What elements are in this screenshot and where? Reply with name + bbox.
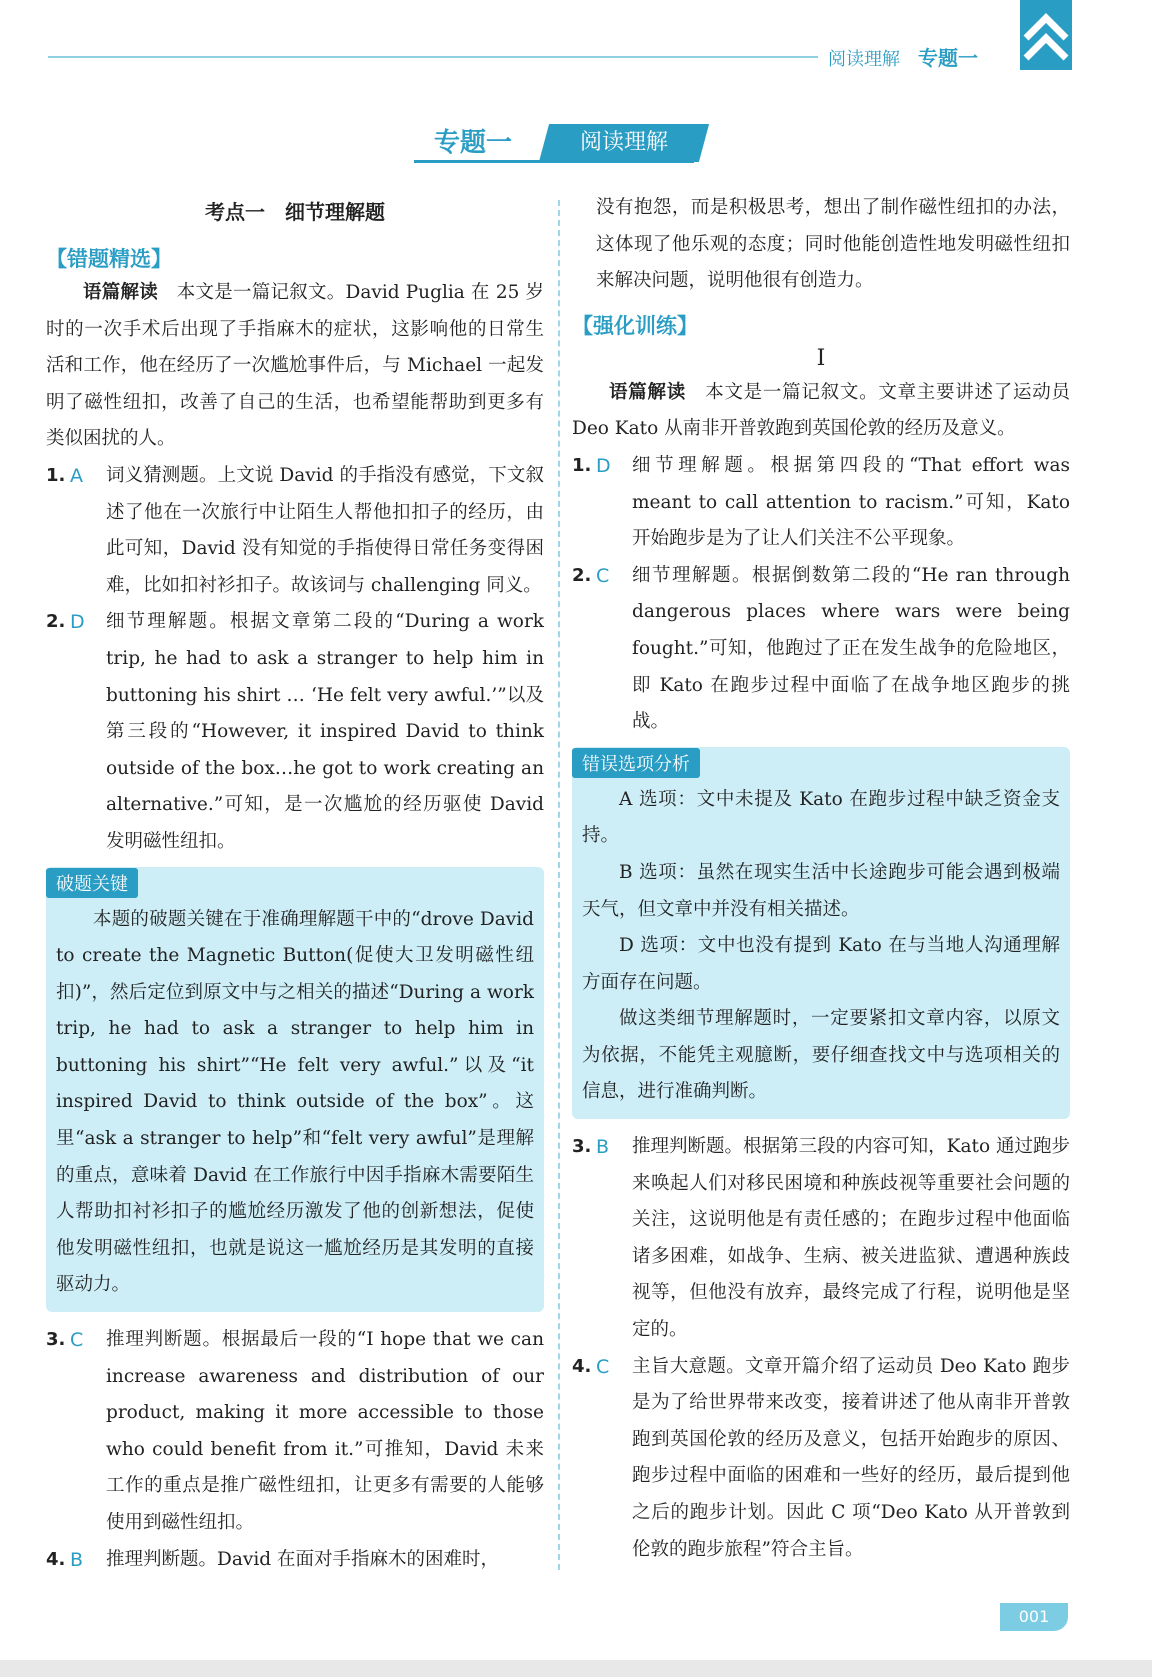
intro-label: 语篇解读: [609, 381, 686, 403]
box-text: D 选项：文中也没有提到 Kato 在与当地人沟通理解方面存在问题。: [582, 935, 1060, 993]
banner-right-bg: [539, 124, 709, 162]
right-column: [572, 190, 1070, 1568]
intro-text: 本文是一篇记叙文。文章主要讲述了运动员 Deo Kato 从南非开普敦跑到英国伦敦的经历及意义。: [572, 381, 1070, 440]
left-column: [46, 190, 544, 1578]
item-text: 细节理解题。根据第四段的“That effort was meant to call attention to racism.”可知，Kato 开始跑步是为了让人们关注不公平现象。: [632, 454, 1070, 550]
item-answer: C: [70, 1329, 84, 1352]
banner-underline: [414, 160, 694, 163]
answer-item: [46, 604, 544, 860]
column-divider: [558, 200, 560, 1570]
item-answer: C: [596, 564, 610, 587]
item-answer: A: [70, 464, 83, 487]
banner-right: 阅读理解: [579, 130, 668, 155]
answer-item: [572, 558, 1070, 741]
item-number: 4.: [46, 1548, 66, 1570]
answer-item: [572, 1349, 1070, 1569]
item-number: 4.: [572, 1355, 592, 1377]
item-answer: B: [596, 1136, 610, 1159]
answer-item: [46, 1322, 544, 1542]
intro-text: 本文是一篇记叙文。David Puglia 在 25 岁时的一次手术后出现了手指麻木的症状，这影响他的日常生活和工作，他在经历了一次尴尬事件后，与 Michael 一起发明了磁性纽扣，改善了自己的生活，也希望能帮助到更多有类似困扰的人。: [46, 282, 544, 450]
item-number: 2.: [572, 564, 592, 586]
passage-intro: [46, 275, 544, 458]
box-text: 本题的破题关键在于准确理解题干中的“drove David to create the Magnetic Button(促使大卫发明磁性纽扣)”，然后定位到原文中与之相关的描述“During a work trip, he had to ask a stranger to help him in buttoning his shirt”“He felt very awful.”以及“it inspired David to think outside of the box”。这里“ask a stranger to help”和“felt very awful”是理解的重点，意味着 David 在工作旅行中因手指麻木需要陌生人帮助扣衬衫扣子的尴尬经历激发了他的创新想法，促使他发明磁性纽扣，也就是说这一尴尬经历是其发明的直接驱动力。: [56, 908, 534, 1296]
box-text: 做这类细节理解题时，一定要紧扣文章内容，以原文为依据，不能凭主观臆断，要仔细查找文中与选项相关的信息，进行准确判断。: [582, 1008, 1060, 1103]
box-text: A 选项：文中未提及 Kato 在跑步过程中缺乏资金支持。: [582, 788, 1060, 847]
header-subject: 阅读理解: [828, 49, 900, 70]
key-point-box: [46, 867, 544, 1313]
box-tag: 破题关键: [46, 868, 138, 898]
item-text: 细节理解题。根据文章第二段的“During a work trip, he had to ask a stranger to help him in buttoning his shirt … ‘He felt very awful.’”以及第三段的“However, it inspired David to think outside of the box…he got to work creating an alternative.”可知，是一次尴尬的经历驱使 David 发明磁性纽扣。: [106, 611, 544, 852]
item-number: 2.: [46, 611, 66, 633]
item-text: 推理判断题。根据第三段的内容可知，Kato 通过跑步来唤起人们对移民困境和种族歧视等重要社会问题的关注，这说明他是有责任感的；在跑步过程中他面临诸多困难，如战争、生病、被关进监狱、遭遇种族歧视等，但他没有放弃，最终完成了行程，说明他是坚定的。: [632, 1136, 1070, 1341]
item-answer: B: [70, 1548, 84, 1571]
answer-item: [572, 1129, 1070, 1349]
section-title-training: 【强化训练】: [572, 313, 698, 338]
chevron-up-icon: [1020, 0, 1072, 70]
item-text: 主旨大意题。文章开篇介绍了运动员 Deo Kato 跑步是为了给世界带来改变，接着讲述了他从南非开普敦跑到英国伦敦的经历及意义，包括开始跑步的原因、跑步过程中面临的困难和一些好的经历，最后提到他之后的跑步计划。因此 C 项“Deo Kato 从开普敦到伦敦的跑步旅程”符合主旨。: [632, 1355, 1070, 1560]
page-number: 001: [1000, 1603, 1068, 1631]
answer-item: [46, 1542, 544, 1579]
item-text: 细节理解题。根据倒数第二段的“He ran through dangerous places where wars were being fought.”可知，他跑过了正在发生战争的危险地区，即 Kato 在跑步过程中面临了在战争地区跑步的挑战。: [632, 564, 1070, 733]
item-answer: D: [70, 611, 85, 634]
answer-item: [46, 458, 544, 604]
item-text: 词义猜测题。上文说 David 的手指没有感觉，下文叙述了他在一次旅行中让陌生人帮他扣扣子的经历，由此可知，David 没有知觉的手指使得日常任务变得困难，比如扣衬衫扣子。故该词与 challenging 同义。: [106, 464, 544, 596]
bottom-edge: [0, 1660, 1152, 1677]
continued-text: 没有抱怨，而是积极思考，想出了制作磁性纽扣的办法，这体现了他乐观的态度；同时他能创造性地发明磁性纽扣来解决问题，说明他很有创造力。: [596, 197, 1070, 292]
passage-intro: [572, 375, 1070, 448]
header-topic: 专题一: [918, 46, 978, 70]
passage-number: I: [816, 345, 826, 371]
banner-left: 专题一: [434, 128, 513, 158]
item-text: 推理判断题。David 在面对手指麻木的困难时，: [106, 1548, 499, 1570]
item-text: 推理判断题。根据最后一段的“I hope that we can increase awareness and distribution of our product, making it more accessible to those who could benefit from it.”可推知，David 未来工作的重点是推广磁性纽扣，让更多有需要的人能够使用到磁性纽扣。: [106, 1329, 544, 1533]
header-rule: [48, 56, 818, 58]
header-tag: [828, 42, 978, 71]
item-number: 1.: [46, 464, 66, 486]
intro-label: 语篇解读: [83, 282, 159, 303]
kaodian-title: 考点一 细节理解题: [205, 200, 385, 224]
item-number: 3.: [572, 1136, 592, 1158]
chapter-banner: [414, 122, 704, 164]
item-number: 1.: [572, 454, 592, 476]
box-tag: 错误选项分析: [572, 748, 700, 778]
box-text: B 选项：虽然在现实生活中长途跑步可能会遇到极端天气，但文章中并没有相关描述。: [582, 861, 1060, 920]
item-answer: D: [596, 454, 611, 477]
answer-item: [572, 448, 1070, 558]
item-number: 3.: [46, 1329, 66, 1351]
item-answer: C: [596, 1355, 610, 1378]
section-title-errors: 【错题精选】: [46, 247, 172, 271]
wrong-option-box: [572, 747, 1070, 1119]
